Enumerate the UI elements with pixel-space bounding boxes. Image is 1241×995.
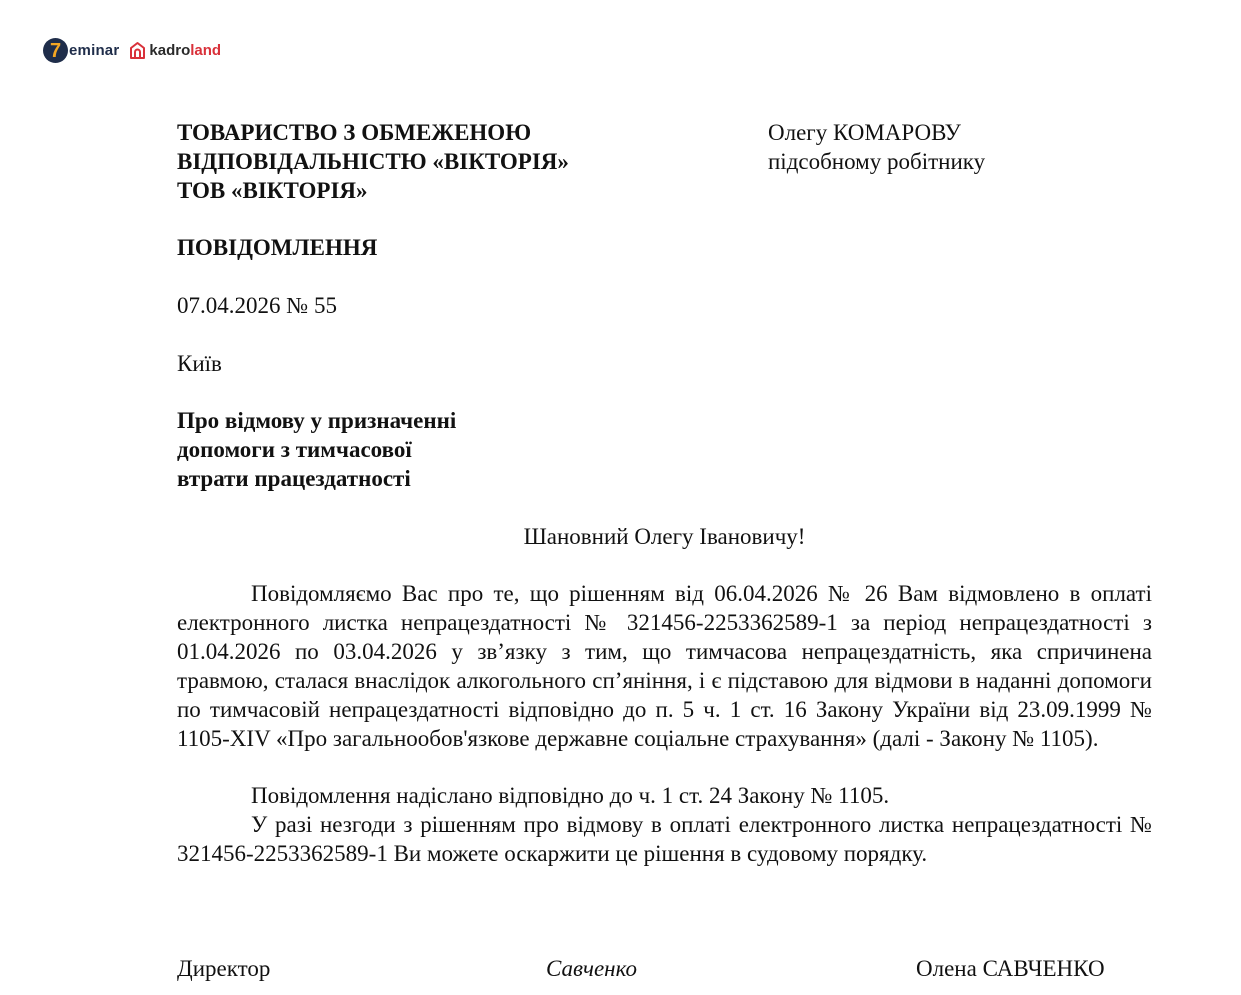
seminar-logo (43, 38, 119, 63)
recipient-name: Олегу КОМАРОВУ (768, 120, 961, 145)
salutation: Шановний Олегу Івановичу! (523, 524, 806, 549)
seminar-wordmark: eminar (69, 42, 120, 59)
subject-line-2: допомоги з тимчасової (177, 437, 412, 462)
recipient-position: підсобному робітнику (768, 149, 986, 174)
seminar-seven-badge: 7 (43, 38, 68, 63)
signature-name: Олена САВЧЕНКО (916, 956, 1105, 981)
signature-handwritten: Савченко (546, 956, 637, 981)
kadroland-part1: kadro (149, 42, 191, 59)
city: Київ (177, 351, 222, 376)
subject-line-1: Про відмову у призначенні (177, 408, 457, 433)
kadroland-house-icon (129, 41, 146, 60)
kadroland-logo (129, 41, 221, 60)
body-paragraph-3: У разі незгоди з рішенням про відмову в оплаті електронного листка непрацездатності № 321456-2253362589-1 Ви можете оскаржити це рішення в судовому порядку. (177, 812, 1152, 866)
kadroland-part2: land (190, 42, 222, 59)
signature-position: Директор (177, 956, 271, 981)
date-number: 07.04.2026 № 55 (177, 293, 337, 318)
subject-line-3: втрати працездатності (177, 466, 411, 491)
sender-line-3: ТОВ «ВІКТОРІЯ» (177, 178, 368, 203)
sender-line-1: ТОВАРИСТВО З ОБМЕЖЕНОЮ (177, 120, 532, 145)
doc-type-title: ПОВІДОМЛЕННЯ (177, 235, 378, 260)
body-paragraph-1: Повідомляємо Вас про те, що рішенням від 06.04.2026 № 26 Вам відмовлено в оплаті електронного листка непрацездатності № 321456-2253362589-1 за період непрацездатності з 01.04.2026 по 03.04.2026 у зв’язку з тим, що тимчасова непрацездатність, яка спричинена травмою, сталася внаслідок алкогольного сп’яніння, і є підставою для відмови в наданні допомоги по тимчасовій непрацездатності відповідно до п. 5 ч. 1 ст. 16 Закону України від 23.09.1999 № 1105-XIV «Про загальнообов'язкове державне соціальне страхування» (далі - Закону № 1105). (177, 581, 1152, 751)
body-paragraph-2: Повідомлення надіслано відповідно до ч. 1 ст. 24 Закону № 1105. (251, 783, 890, 808)
sender-line-2: ВІДПОВІДАЛЬНІСТЮ «ВІКТОРІЯ» (177, 149, 569, 174)
kadroland-wordmark (149, 42, 221, 59)
logos (43, 38, 221, 63)
